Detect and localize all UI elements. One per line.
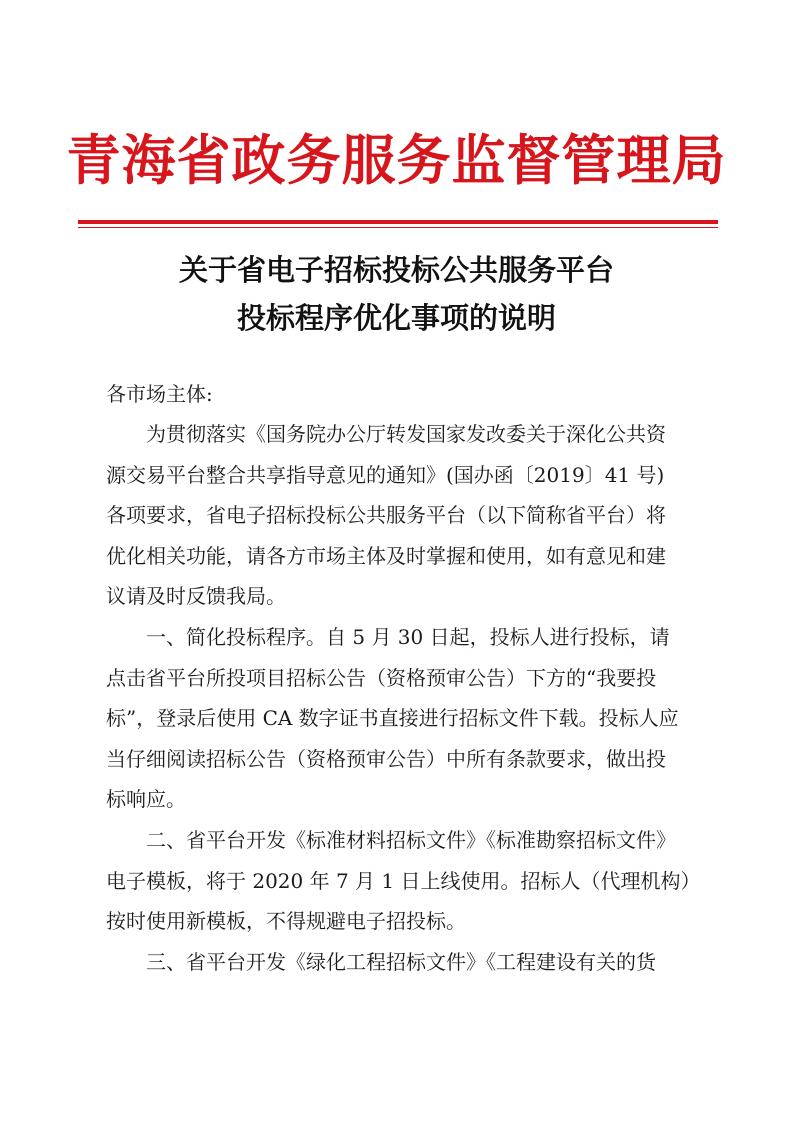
- body-line: 按时使用新模板，不得规避电子招投标。: [106, 909, 466, 934]
- body-line: 优化相关功能，请各方市场主体及时掌握和使用，如有意见和建: [106, 543, 666, 568]
- header-rule-thin: [78, 227, 718, 228]
- body-line: 二、省平台开发《标准材料招标文件》《标准勘察招标文件》: [106, 827, 676, 852]
- document-title-line: 关于省电子招标投标公共服务平台: [178, 253, 614, 287]
- header-rule-thick: [78, 220, 718, 224]
- org-title: 青海省政务服务监督管理局: [66, 128, 727, 192]
- body-line: 一、简化投标程序。自 5 月 30 日起，投标人进行投标，请: [106, 624, 670, 649]
- body-line: 当仔细阅读招标公告（资格预审公告）中所有条款要求，做出投: [106, 746, 666, 771]
- body-line: 源交易平台整合共享指导意见的通知》(国办函〔2019〕41 号): [106, 462, 665, 487]
- body-line: 标”，登录后使用 CA 数字证书直接进行招标文件下载。投标人应: [106, 706, 679, 731]
- body-line: 为贯彻落实《国务院办公厅转发国家发改委关于深化公共资: [106, 422, 666, 446]
- body-line: 三、省平台开发《绿化工程招标文件》《工程建设有关的货: [106, 949, 656, 974]
- body-text: [106, 414, 701, 982]
- body-line: 电子模板，将于 2020 年 7 月 1 日上线使用。招标人（代理机构）: [106, 868, 701, 893]
- salutation: 各市场主体:: [106, 382, 213, 406]
- body-line: 议请及时反馈我局。: [106, 584, 286, 609]
- body-line: 点击省平台所投项目招标公告（资格预审公告）下方的“我要投: [106, 665, 657, 690]
- document-title-line: 投标程序优化事项的说明: [236, 301, 556, 335]
- body-line: 标响应。: [106, 787, 186, 812]
- body-line: 各项要求，省电子招标投标公共服务平台（以下简称省平台）将: [106, 503, 666, 528]
- document-title: [100, 246, 693, 342]
